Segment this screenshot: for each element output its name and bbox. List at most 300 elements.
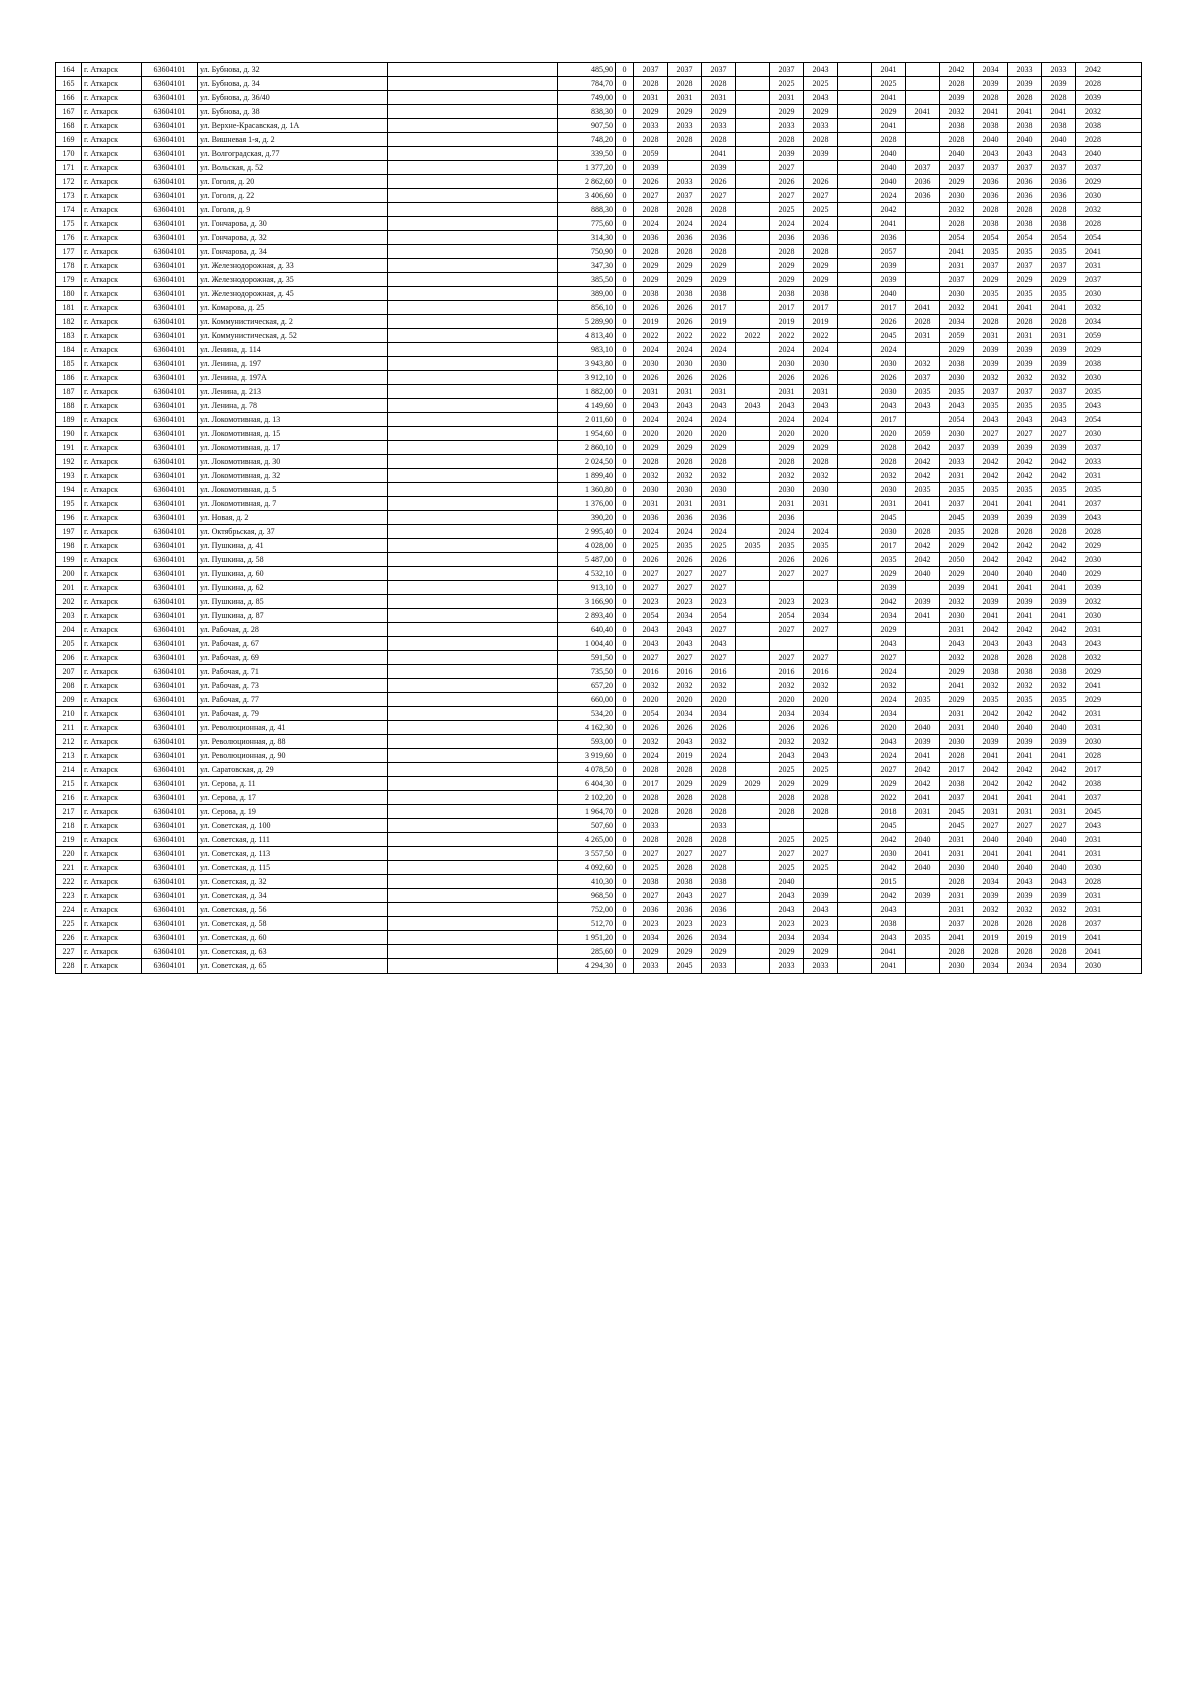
row-number: 204 (56, 623, 82, 636)
year-cell: 2037 (974, 385, 1008, 398)
year-cell: 2036 (702, 903, 736, 916)
area-cell: 968,50 (558, 889, 616, 902)
address-cell: ул. Советская, д. 34 (198, 889, 388, 902)
year-cell: 2032 (770, 735, 804, 748)
empty-cell (388, 833, 558, 846)
table-row (56, 455, 1141, 469)
table-row (56, 833, 1141, 847)
year-cell: 2032 (804, 735, 838, 748)
table-row (56, 735, 1141, 749)
year-cell: 2059 (940, 329, 974, 342)
year-cell: 2042 (1085, 65, 1101, 74)
year-cell: 2037 (1042, 259, 1076, 272)
year-cell (906, 147, 940, 160)
zero-cell: 0 (616, 119, 634, 132)
zero-cell: 0 (616, 651, 634, 664)
oktmo-code-cell: 63604101 (142, 175, 198, 188)
year-cell: 2028 (634, 791, 668, 804)
year-cell: 2027 (974, 427, 1008, 440)
year-cell: 2030 (872, 847, 906, 860)
year-cell: 2037 (906, 161, 940, 174)
oktmo-code-cell: 63604101 (142, 133, 198, 146)
year-cell (838, 329, 872, 342)
empty-cell (388, 581, 558, 594)
year-cell: 2027 (702, 889, 736, 902)
year-cell: 2043 (1042, 413, 1076, 426)
year-cell: 2024 (804, 217, 838, 230)
year-cell: 2030 (1085, 429, 1101, 438)
year-cell: 2039 (1042, 889, 1076, 902)
year-cell: 2042 (940, 63, 974, 76)
zero-cell: 0 (616, 133, 634, 146)
table-row (56, 343, 1141, 357)
year-cell: 2032 (634, 679, 668, 692)
year-cell: 2032 (702, 679, 736, 692)
year-cell: 2041 (906, 497, 940, 510)
year-cell: 2043 (804, 749, 838, 762)
row-number: 183 (56, 329, 82, 342)
city-cell: г. Аткарск (82, 581, 142, 594)
year-cell: 2029 (702, 441, 736, 454)
year-cell: 2031 (634, 385, 668, 398)
city-cell: г. Аткарск (82, 721, 142, 734)
year-cell: 2043 (1042, 147, 1076, 160)
year-cell (736, 847, 770, 860)
year-cell: 2020 (634, 693, 668, 706)
year-cell: 2038 (974, 119, 1008, 132)
row-number: 175 (56, 217, 82, 230)
year-cell: 2020 (634, 427, 668, 440)
year-cell: 2025 (804, 763, 838, 776)
oktmo-code-cell: 63604101 (142, 931, 198, 944)
year-cell: 2025 (770, 77, 804, 90)
year-cell (736, 175, 770, 188)
year-cell (906, 917, 940, 930)
address-cell: ул. Локомотивная, д. 7 (198, 497, 388, 510)
year-cell: 2043 (1085, 639, 1101, 648)
year-cell: 2037 (1085, 163, 1101, 172)
year-cell: 2031 (974, 329, 1008, 342)
year-cell: 2027 (702, 651, 736, 664)
year-cell: 2017 (634, 777, 668, 790)
row-number: 220 (56, 847, 82, 860)
year-cell: 2054 (1008, 231, 1042, 244)
year-cell: 2033 (634, 819, 668, 832)
area-cell: 1 360,80 (558, 483, 616, 496)
year-cell: 2035 (736, 539, 770, 552)
year-cell: 2039 (804, 889, 838, 902)
year-cell: 2042 (974, 707, 1008, 720)
area-cell: 2 862,60 (558, 175, 616, 188)
year-cell: 2043 (940, 637, 974, 650)
year-cell (838, 245, 872, 258)
year-cell: 2041 (1042, 847, 1076, 860)
zero-cell: 0 (616, 385, 634, 398)
year-cell: 2039 (1008, 595, 1042, 608)
year-cell: 2024 (634, 525, 668, 538)
year-cell: 2029 (702, 259, 736, 272)
year-cell: 2038 (940, 119, 974, 132)
area-cell: 1 004,40 (558, 637, 616, 650)
year-cell: 2029 (736, 777, 770, 790)
year-cell: 2039 (1085, 583, 1101, 592)
empty-cell (388, 679, 558, 692)
year-cell: 2032 (770, 679, 804, 692)
year-cell: 2028 (940, 875, 974, 888)
year-cell: 2026 (770, 175, 804, 188)
year-cell: 2028 (702, 791, 736, 804)
table-row (56, 203, 1141, 217)
area-cell: 285,60 (558, 945, 616, 958)
zero-cell: 0 (616, 371, 634, 384)
year-cell: 2022 (702, 329, 736, 342)
address-cell: ул. Рабочая, д. 77 (198, 693, 388, 706)
year-cell: 2028 (1042, 525, 1076, 538)
oktmo-code-cell: 63604101 (142, 833, 198, 846)
year-cell: 2028 (634, 833, 668, 846)
year-cell: 2026 (804, 721, 838, 734)
year-cell: 2031 (1085, 471, 1101, 480)
year-cell: 2045 (940, 805, 974, 818)
row-number: 195 (56, 497, 82, 510)
year-cell: 2029 (634, 945, 668, 958)
table-row (56, 889, 1141, 903)
year-cell: 2028 (702, 203, 736, 216)
year-cell: 2040 (974, 133, 1008, 146)
year-cell: 2037 (1008, 259, 1042, 272)
year-cell: 2025 (770, 203, 804, 216)
year-cell (736, 315, 770, 328)
year-cell: 2040 (974, 833, 1008, 846)
year-cell: 2029 (872, 567, 906, 580)
oktmo-code-cell: 63604101 (142, 399, 198, 412)
address-cell: ул. Серова, д. 17 (198, 791, 388, 804)
year-cell (736, 385, 770, 398)
address-cell: ул. Гоголя, д. 9 (198, 203, 388, 216)
year-cell: 2039 (1008, 357, 1042, 370)
year-cell: 2017 (872, 301, 906, 314)
zero-cell: 0 (616, 217, 634, 230)
row-number: 218 (56, 819, 82, 832)
oktmo-code-cell: 63604101 (142, 259, 198, 272)
year-cell: 2043 (668, 735, 702, 748)
year-cell: 2028 (668, 245, 702, 258)
year-cell: 2028 (940, 217, 974, 230)
area-cell: 784,70 (558, 77, 616, 90)
year-cell: 2032 (974, 371, 1008, 384)
year-cell: 2043 (634, 399, 668, 412)
year-cell: 2025 (770, 763, 804, 776)
year-cell (838, 791, 872, 804)
city-cell: г. Аткарск (82, 945, 142, 958)
year-cell: 2030 (634, 357, 668, 370)
year-cell: 2028 (974, 91, 1008, 104)
year-cell: 2024 (702, 525, 736, 538)
empty-cell (388, 119, 558, 132)
year-cell: 2026 (634, 553, 668, 566)
year-cell: 2054 (770, 609, 804, 622)
year-cell: 2028 (804, 133, 838, 146)
year-cell: 2034 (770, 931, 804, 944)
year-cell: 2028 (1008, 945, 1042, 958)
row-number: 165 (56, 77, 82, 90)
year-cell: 2042 (872, 203, 906, 216)
year-cell (736, 357, 770, 370)
empty-cell (388, 105, 558, 118)
zero-cell: 0 (616, 483, 634, 496)
year-cell: 2031 (940, 623, 974, 636)
empty-cell (388, 413, 558, 426)
area-cell: 485,90 (558, 63, 616, 76)
empty-cell (388, 329, 558, 342)
year-cell: 2022 (668, 329, 702, 342)
year-cell: 2036 (872, 231, 906, 244)
address-cell: ул. Локомотивная, д. 13 (198, 413, 388, 426)
zero-cell: 0 (616, 273, 634, 286)
year-cell: 2031 (668, 497, 702, 510)
oktmo-code-cell: 63604101 (142, 693, 198, 706)
year-cell: 2027 (974, 819, 1008, 832)
year-cell (906, 133, 940, 146)
year-cell: 2039 (906, 595, 940, 608)
year-cell: 2054 (974, 231, 1008, 244)
year-cell: 2028 (634, 805, 668, 818)
year-cell (736, 581, 770, 594)
address-cell: ул. Пушкина, д. 62 (198, 581, 388, 594)
year-cell: 2030 (634, 483, 668, 496)
year-cell: 2032 (1008, 371, 1042, 384)
address-cell: ул. Революционная, д. 88 (198, 735, 388, 748)
year-cell: 2037 (1085, 793, 1101, 802)
year-cell: 2035 (906, 385, 940, 398)
year-cell: 2054 (1085, 415, 1101, 424)
year-cell: 2025 (770, 833, 804, 846)
year-cell: 2042 (1008, 777, 1042, 790)
year-cell (668, 819, 702, 832)
year-cell: 2031 (804, 497, 838, 510)
year-cell: 2041 (872, 945, 906, 958)
year-cell: 2029 (634, 441, 668, 454)
year-cell: 2033 (1008, 63, 1042, 76)
year-cell: 2030 (770, 483, 804, 496)
year-cell: 2036 (906, 189, 940, 202)
row-number: 209 (56, 693, 82, 706)
zero-cell: 0 (616, 931, 634, 944)
year-cell: 2041 (1042, 301, 1076, 314)
year-cell: 2028 (1042, 945, 1076, 958)
table-row (56, 287, 1141, 301)
address-cell: ул. Бубнова, д. 34 (198, 77, 388, 90)
year-cell: 2042 (1008, 623, 1042, 636)
year-cell: 2041 (940, 245, 974, 258)
year-cell: 2054 (940, 231, 974, 244)
year-cell: 2033 (770, 119, 804, 132)
empty-cell (388, 245, 558, 258)
year-cell: 2059 (1085, 331, 1101, 340)
row-number: 180 (56, 287, 82, 300)
year-cell: 2023 (804, 917, 838, 930)
year-cell: 2036 (770, 511, 804, 524)
year-cell (736, 161, 770, 174)
year-cell: 2040 (906, 861, 940, 874)
year-cell (736, 693, 770, 706)
area-cell: 2 893,40 (558, 609, 616, 622)
year-cell (838, 707, 872, 720)
year-cell: 2028 (940, 77, 974, 90)
year-cell: 2016 (804, 665, 838, 678)
city-cell: г. Аткарск (82, 791, 142, 804)
row-number: 224 (56, 903, 82, 916)
year-cell: 2025 (702, 539, 736, 552)
year-cell: 2040 (906, 567, 940, 580)
year-cell (736, 679, 770, 692)
area-cell: 735,50 (558, 665, 616, 678)
area-cell: 1 376,00 (558, 497, 616, 510)
empty-cell (388, 133, 558, 146)
year-cell: 2029 (940, 693, 974, 706)
city-cell: г. Аткарск (82, 637, 142, 650)
year-cell: 2031 (872, 497, 906, 510)
year-cell: 2041 (974, 791, 1008, 804)
year-cell: 2036 (804, 231, 838, 244)
year-cell (838, 203, 872, 216)
zero-cell: 0 (616, 693, 634, 706)
year-cell (838, 735, 872, 748)
year-cell: 2034 (804, 931, 838, 944)
year-cell: 2024 (804, 343, 838, 356)
year-cell: 2040 (974, 861, 1008, 874)
year-cell: 2027 (634, 189, 668, 202)
address-cell: ул. Локомотивная, д. 5 (198, 483, 388, 496)
year-cell (736, 119, 770, 132)
empty-cell (388, 861, 558, 874)
city-cell: г. Аткарск (82, 609, 142, 622)
year-cell: 2026 (702, 721, 736, 734)
year-cell: 2028 (702, 763, 736, 776)
year-cell: 2043 (1008, 413, 1042, 426)
address-cell: ул. Рабочая, д. 69 (198, 651, 388, 664)
year-cell: 2030 (1085, 373, 1101, 382)
year-cell (838, 875, 872, 888)
year-cell: 2032 (940, 105, 974, 118)
oktmo-code-cell: 63604101 (142, 301, 198, 314)
year-cell (906, 903, 940, 916)
year-cell (736, 413, 770, 426)
year-cell: 2035 (940, 483, 974, 496)
table-row (56, 861, 1141, 875)
year-cell: 2028 (974, 525, 1008, 538)
year-cell: 2023 (702, 917, 736, 930)
year-cell: 2031 (668, 385, 702, 398)
year-cell: 2038 (804, 287, 838, 300)
year-cell: 2043 (1008, 637, 1042, 650)
year-cell: 2031 (1008, 329, 1042, 342)
table-row (56, 609, 1141, 623)
year-cell: 2019 (1008, 931, 1042, 944)
city-cell: г. Аткарск (82, 749, 142, 762)
area-cell: 856,10 (558, 301, 616, 314)
address-cell: ул. Саратовская, д. 29 (198, 763, 388, 776)
year-cell (770, 819, 804, 832)
year-cell: 2028 (1085, 877, 1101, 886)
city-cell: г. Аткарск (82, 119, 142, 132)
year-cell: 2042 (1008, 707, 1042, 720)
year-cell (838, 497, 872, 510)
year-cell: 2040 (1042, 721, 1076, 734)
row-number: 228 (56, 959, 82, 973)
year-cell: 2034 (974, 959, 1008, 973)
year-cell (838, 931, 872, 944)
empty-cell (388, 399, 558, 412)
area-cell: 507,60 (558, 819, 616, 832)
table-row (56, 525, 1141, 539)
row-number: 203 (56, 609, 82, 622)
empty-cell (388, 259, 558, 272)
address-cell: ул. Советская, д. 100 (198, 819, 388, 832)
year-cell: 2045 (872, 329, 906, 342)
year-cell: 2028 (702, 455, 736, 468)
year-cell: 2042 (974, 777, 1008, 790)
year-cell: 2033 (1042, 63, 1076, 76)
row-number: 226 (56, 931, 82, 944)
table-row (56, 623, 1141, 637)
area-cell: 534,20 (558, 707, 616, 720)
table-row (56, 399, 1141, 413)
year-cell: 2045 (940, 819, 974, 832)
area-cell: 2 860,10 (558, 441, 616, 454)
city-cell: г. Аткарск (82, 231, 142, 244)
year-cell: 2042 (974, 623, 1008, 636)
year-cell: 2039 (974, 735, 1008, 748)
year-cell: 2028 (1008, 651, 1042, 664)
oktmo-code-cell: 63604101 (142, 707, 198, 720)
year-cell: 2038 (974, 217, 1008, 230)
year-cell (838, 693, 872, 706)
year-cell: 2042 (906, 763, 940, 776)
address-cell: ул. Бубнова, д. 38 (198, 105, 388, 118)
year-cell: 2033 (1085, 457, 1101, 466)
zero-cell: 0 (616, 245, 634, 258)
year-cell: 2029 (804, 945, 838, 958)
city-cell: г. Аткарск (82, 105, 142, 118)
year-cell: 2033 (804, 119, 838, 132)
year-cell: 2028 (1085, 527, 1101, 536)
year-cell: 2040 (872, 175, 906, 188)
year-cell: 2028 (702, 833, 736, 846)
city-cell: г. Аткарск (82, 469, 142, 482)
year-cell: 2045 (872, 819, 906, 832)
empty-cell (388, 161, 558, 174)
year-cell: 2027 (634, 651, 668, 664)
year-cell (838, 623, 872, 636)
year-cell: 2036 (974, 189, 1008, 202)
row-number: 205 (56, 637, 82, 650)
year-cell: 2037 (1085, 919, 1101, 928)
year-cell (838, 483, 872, 496)
year-cell: 2024 (702, 217, 736, 230)
year-cell: 2028 (634, 763, 668, 776)
area-cell: 2 011,60 (558, 413, 616, 426)
year-cell: 2025 (804, 833, 838, 846)
year-cell: 2032 (1042, 371, 1076, 384)
year-cell: 2040 (872, 161, 906, 174)
oktmo-code-cell: 63604101 (142, 553, 198, 566)
year-cell: 2033 (702, 819, 736, 832)
oktmo-code-cell: 63604101 (142, 735, 198, 748)
table-row (56, 581, 1141, 595)
year-cell: 2035 (1042, 245, 1076, 258)
year-cell: 2028 (872, 441, 906, 454)
